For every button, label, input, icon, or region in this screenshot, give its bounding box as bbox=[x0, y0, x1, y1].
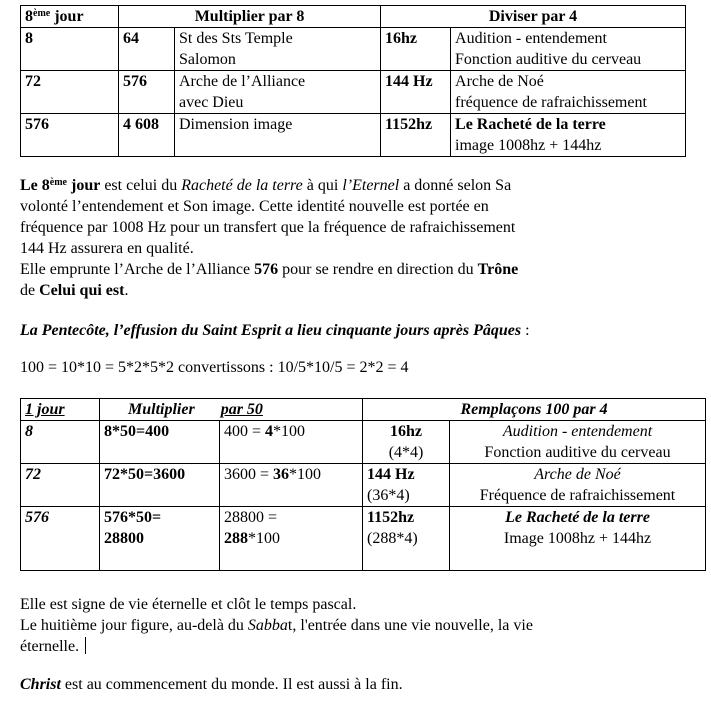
cell-description: Le Racheté de la terre image 1008hz + 144hz bbox=[451, 114, 686, 157]
pentecote-heading: La Pentecôte, l’effusion du Saint Esprit a lieu cinquante jours après Pâques : bbox=[20, 322, 530, 339]
header-diviser: Diviser par 4 bbox=[381, 6, 686, 28]
cell-frequency: 16hz (4*4) bbox=[363, 421, 450, 464]
cell-description: Arche de Noé Fréquence de rafraichissement bbox=[450, 464, 706, 507]
cell-day: 72 bbox=[21, 464, 100, 507]
table-row bbox=[21, 71, 686, 114]
cell-day: 576 bbox=[21, 114, 119, 157]
table-header-row bbox=[21, 399, 706, 421]
text-cursor bbox=[85, 637, 86, 654]
cell-description: Audition - entendement Fonction auditive du cerveau bbox=[451, 28, 686, 71]
header-day: 8ème jour bbox=[21, 6, 119, 28]
cell-label: Arche de l’Alliance avec Dieu bbox=[175, 71, 381, 114]
header-replace: Remplaçons 100 par 4 bbox=[363, 399, 706, 421]
cell-label: St des Sts Temple Salomon bbox=[175, 28, 381, 71]
cell-result: 3600 = 36*100 bbox=[220, 464, 363, 507]
cell-description: Audition - entendement Fonction auditive du cerveau bbox=[450, 421, 706, 464]
paragraph-8th-day: Le 8ème jour est celui du Racheté de la terre à qui l’Eternel a donné selon Sa volonté l’entendement et Son image. Cette identité nouvelle est portée en fréquence par 1008 Hz pour un transfert que la fréquence de rafraichissement 144 Hz assurera en qualité. Elle emprunte l’Arche de l’Alliance 576 pour se rendre en direction du Trône de Celui qui est. bbox=[20, 177, 519, 299]
cell-frequency: 1152hz bbox=[381, 114, 451, 157]
cell-multiplication: 576*50= 28800 bbox=[100, 507, 220, 571]
table-header-row bbox=[21, 6, 686, 28]
cell-product: 4 608 bbox=[119, 114, 175, 157]
cell-day: 576 bbox=[21, 507, 100, 571]
table-row bbox=[21, 114, 686, 157]
header-multiplier: Multiplier par 8 bbox=[119, 6, 381, 28]
cell-frequency: 1152hz (288*4) bbox=[363, 507, 450, 571]
paragraph-closing: Elle est signe de vie éternelle et clôt le temps pascal. Le huitième jour figure, au-delà du Sabbat, l'entrée dans une vie nouvelle, la vie éternelle. bbox=[20, 596, 533, 655]
cell-day: 8 bbox=[21, 28, 119, 71]
paragraph-christ: Christ est au commencement du monde. Il est aussi à la fin. bbox=[20, 676, 403, 693]
cell-frequency: 144 Hz (36*4) bbox=[363, 464, 450, 507]
cell-frequency: 16hz bbox=[381, 28, 451, 71]
table-row bbox=[21, 464, 706, 507]
cell-result: 28800 = 288*100 bbox=[220, 507, 363, 571]
equation-line: 100 = 10*10 = 5*2*5*2 convertissons : 10/5*10/5 = 2*2 = 4 bbox=[20, 359, 409, 376]
cell-day: 8 bbox=[21, 421, 100, 464]
cell-product: 64 bbox=[119, 28, 175, 71]
cell-multiplication: 72*50=3600 bbox=[100, 464, 220, 507]
cell-result: 400 = 4*100 bbox=[220, 421, 363, 464]
cell-label: Dimension image bbox=[175, 114, 381, 157]
table-row bbox=[21, 507, 706, 571]
cell-day: 72 bbox=[21, 71, 119, 114]
table-multiplier-50 bbox=[20, 398, 706, 571]
cell-description: Le Racheté de la terre Image 1008hz + 144hz bbox=[450, 507, 706, 571]
cell-multiplication: 8*50=400 bbox=[100, 421, 220, 464]
cell-description: Arche de Noé fréquence de rafraichissement bbox=[451, 71, 686, 114]
table-row bbox=[21, 421, 706, 464]
header-day: 1 jour bbox=[21, 399, 100, 421]
cell-product: 576 bbox=[119, 71, 175, 114]
header-multiplier: Multiplier par 50 bbox=[100, 399, 363, 421]
table-multiplier-8 bbox=[20, 5, 686, 157]
cell-frequency: 144 Hz bbox=[381, 71, 451, 114]
table-row bbox=[21, 28, 686, 71]
